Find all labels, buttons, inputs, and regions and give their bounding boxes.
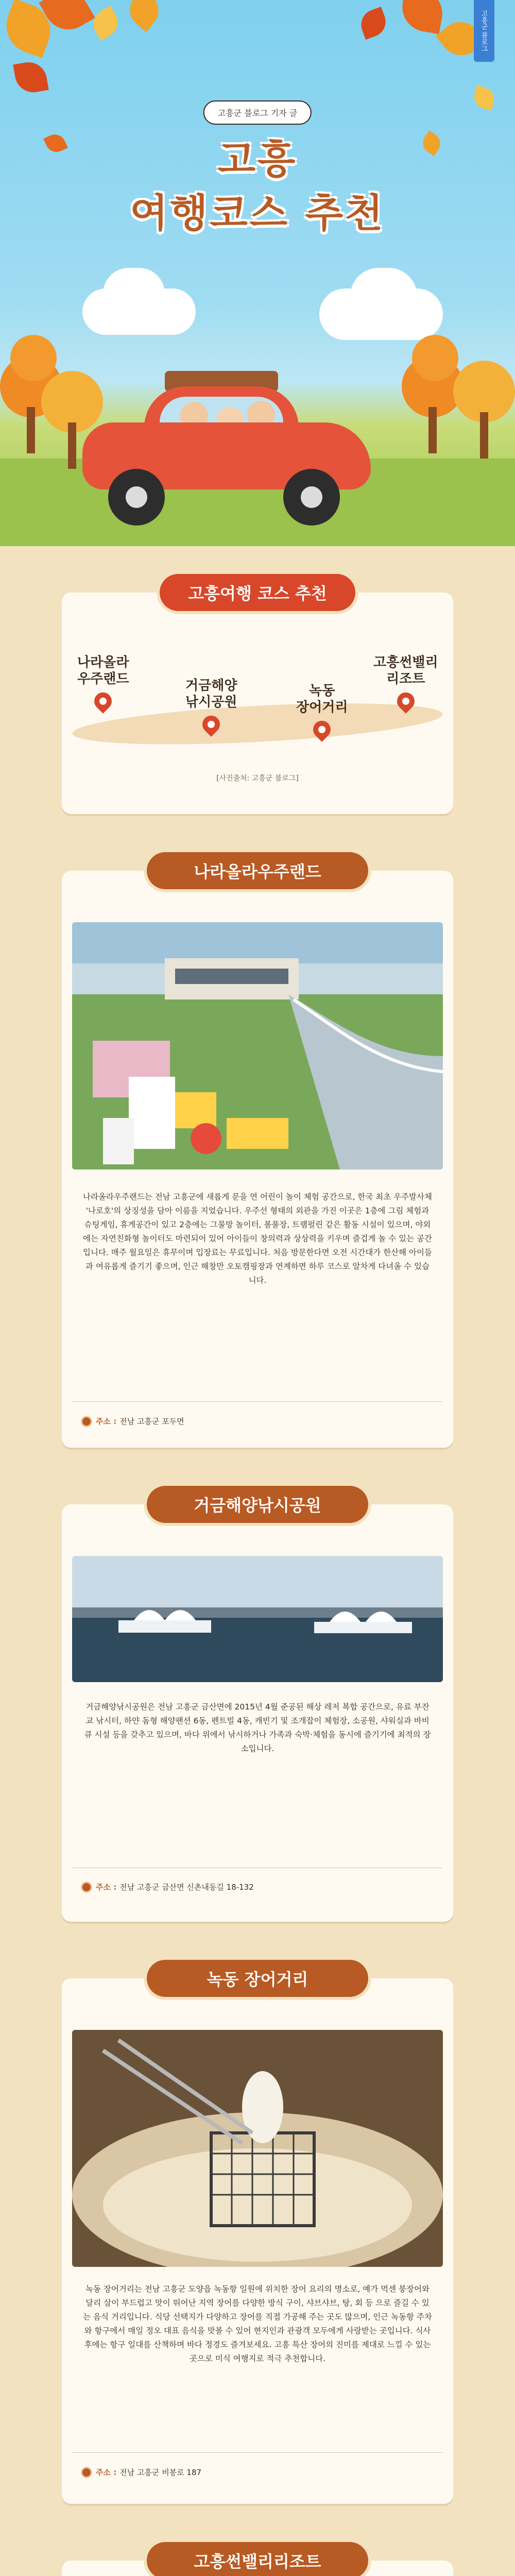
spot-card [62, 862, 453, 1448]
cloud [103, 268, 165, 319]
spot-address: 주소 : 전남 고흥군 금산면 신촌내동길 18-132 [82, 1882, 254, 1892]
spot-description: 녹동 장어거리는 전남 고흥군 도양읍 녹동항 일원에 위치한 장어 요리의 명소로, 예가 먹센 붕장어와 달리 살이 부드럽고 맛이 뛰어난 지역 장어를 다양한 방식 구이, 샤브샤브, 탕, 회 등 으로 즐길 수 있는 음식 거리입니다. 식당 선택지가 다양하고 장어를 직접 가공해 주는 곳도 많으며, 인근 녹동항 주차와 항구에서 매일 정오 대표 음식을 맛볼 수 있어 현지인과 관광객 모두에게 사랑받는 곳입니다. 식사 후에는 항구 일대를 산책하며 바다 정경도 즐겨보세요. 고흥 특산 장어의 진미를 제대로 느낄 수 있는 곳으로 미식 여행지로 적극 추천합니다. [83, 2284, 432, 2363]
hero-title-line1: 고흥 [217, 137, 298, 182]
sun-bullet-icon [82, 1417, 91, 1426]
sun-bullet-icon [82, 2468, 91, 2477]
spot-photo [72, 922, 443, 1170]
autumn-leaf-icon [399, 0, 447, 34]
map-pin-icon [91, 689, 115, 714]
spot-card [62, 1496, 453, 1922]
spot-photo [72, 1556, 443, 1682]
map-pin-icon [310, 717, 334, 742]
hero-title-line2: 여행코스 추천 [130, 190, 385, 236]
course-stop[interactable]: 녹동 장어거리 [296, 683, 348, 738]
spot-title: 나라올라우주랜드 [147, 852, 368, 889]
address-divider [72, 1401, 443, 1402]
autumn-leaf-icon [472, 86, 497, 111]
autumn-leaf-icon [88, 6, 123, 41]
spot-title: 고흥썬밸리리조트 [147, 2542, 368, 2576]
overview-heading: 고흥여행 코스 추천 [160, 574, 355, 611]
spot-photo [72, 2030, 443, 2267]
autumn-leaf-icon [357, 7, 390, 40]
hero-title [0, 133, 515, 240]
course-stop[interactable]: 거금해양 낚시공원 [185, 677, 237, 733]
course-stop[interactable]: 나라올라 우주랜드 [77, 654, 129, 710]
course-overview-card [62, 584, 453, 814]
address-divider [72, 2452, 443, 2453]
spot-description: 나라올라우주랜드는 전남 고흥군에 새롭게 문을 연 어린이 놀이 체험 공간으로, 한국 최초 우주발사체 '나로호'의 상징성을 담아 이름을 지었습니다. 우주선 형태의 외관을 가진 이곳은 1층에 그림 체험과 슈팅게임, 휴게공간이 있고 2층에는 그물망 놀이터, 볼풀장, 트램펄린 같은 활동 시설이 있으며, 야외에는 자연친화형 놀이터도 마련되어 있어 아이들이 창의력과 상상력을 키우며 즐겁게 놀 수 있는 공간입니다. 매주 월요일은 휴무이며 입장료는 무료입니다. 처음 방문한다면 오전 시간대가 한산해 아이들과 여유롭게 즐기기 좋으며, 인근 해창만 오토캠핑장과 연계하면 하루 코스로 알차게 다녀올 수 있습니다. [83, 1192, 432, 1285]
spot-title: 녹동 장어거리 [147, 1960, 368, 1997]
hero-badge: 고흥군 블로그 기자 글 [203, 100, 312, 125]
spot-card [62, 2552, 453, 2576]
spot-address: 주소 : 전남 고흥군 포두면 [82, 1416, 184, 1427]
autumn-tree [453, 361, 515, 464]
spot-address: 주소 : 전남 고흥군 비봉로 187 [82, 2467, 201, 2478]
sun-bullet-icon [82, 1883, 91, 1891]
side-tag[interactable]: 고흥군 블로그 [474, 0, 494, 62]
family-car-illustration [82, 361, 371, 526]
hero-banner [0, 0, 515, 546]
cloud [350, 268, 417, 325]
map-pin-icon [393, 689, 418, 714]
autumn-leaf-icon [123, 0, 166, 32]
map-pin-icon [199, 712, 224, 737]
course-stop[interactable]: 고흥썬밸리 리조트 [373, 654, 438, 710]
course-map [72, 644, 443, 768]
autumn-leaf-icon [13, 59, 49, 95]
photo-source-note: [사진출처: 고흥군 블로그] [216, 774, 299, 783]
spot-card [62, 1970, 453, 2504]
spot-title: 거금해양낚시공원 [147, 1486, 368, 1523]
spot-description: 거금해양낚시공원은 전남 고흥군 금산면에 2015년 4월 준공된 해상 레저 복합 공간으로, 유료 부잔교 낚시터, 하얀 돔형 해양팬션 6동, 펜트빌 4동, 캐빈기 및 조개잡이 체험장, 소공원, 샤워실과 바비큐 시설 등을 갖추고 있으며, 바다 위에서 낚시하거나 가족과 숙박·체험을 동시에 즐기기에 최적의 장소입니다. [84, 1702, 431, 1753]
